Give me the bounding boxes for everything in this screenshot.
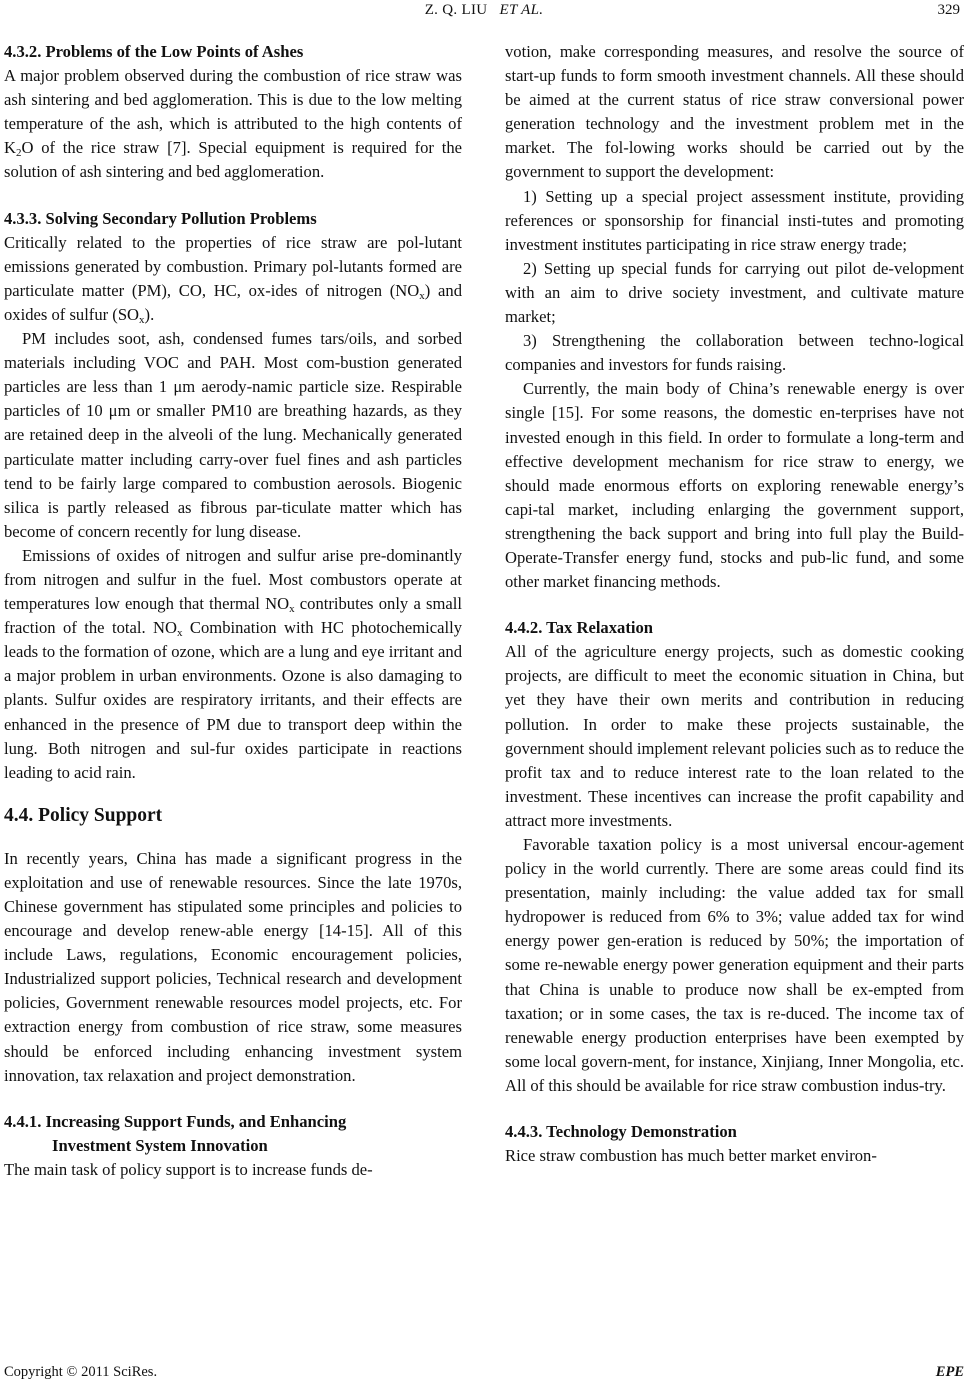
heading-4-4: 4.4. Policy Support: [4, 804, 163, 826]
list-item-3: 3) Strengthening the collaboration between techno-logical companies and investors for funds raising.: [505, 331, 964, 375]
subscript: x: [289, 603, 295, 616]
paragraph-main-task: The main task of policy support is to increase funds de-: [4, 1159, 373, 1179]
copyright-notice: Copyright © 2011 SciRes.: [4, 1364, 158, 1380]
heading-4-4-1: [4, 1110, 462, 1158]
heading-4-3-3: 4.3.3. Solving Secondary Pollution Problems: [4, 208, 317, 228]
right-column: [505, 40, 964, 1168]
running-header: [0, 2, 968, 24]
paragraph-taxation-policy: Favorable taxation policy is a most universal encour-agement policy in the world currently. There are some areas could find its presentation, mainly including: the value added tax for small hydropower is reduced from 6% to 3%; value added tax for wind energy power gen-eration is reduced by 50%; the importation of some re-newable energy power generation equipment and their parts that China is unable to produce now shall be ex-empted from taxation; or in some cases, the tax is re-duced. The income tax of renewable energy production enterprises have been exempted by some local govern-ment, for instance, Xinjiang, Inner Mongolia, etc. All of this should be available for rice straw combustion indus-try.: [505, 835, 964, 1095]
paragraph-text: contributes only a small fraction of the total. NO: [4, 594, 462, 638]
header-et-al: ET AL.: [499, 2, 544, 18]
left-column: [4, 40, 462, 1182]
paragraph-pm: PM includes soot, ash, condensed fumes tars/oils, and sorbed materials including VOC and PAH. Most com-bustion generated particles are less than 1 μm aerody-namic particle size. Respirable particles of 10 μm or smaller PM10 are breathing hazards, as they are retained deep in the alveoli of the lung. Mechanically generated particulate matter including carry-over fuel fines and ash particles tend to be fairly large compared to combustion aerosols. Biogenic silica is partly released as fibrous par-ticulate matter which has become of concern recently for lung disease.: [4, 329, 462, 541]
paragraph-pollutants: [4, 231, 462, 327]
page-number: 329: [937, 2, 960, 18]
paragraph-ash-sintering: [4, 64, 462, 184]
journal-abbrev: EPE: [935, 1364, 964, 1380]
paragraph-policy-support: In recently years, China has made a significant progress in the exploitation and use of renewable resources. Since the late 1970s, Chinese government has stipulated some principles and policies to encourage and develop renew-able energy [14-15]. All of this include Laws, regulations, Economic encouragement policies, Industrialized support policies, Technical research and development policies, Government renewable resources model projects, etc. For extraction energy from combustion of rice straw, some measures should be enforced including enhancing investment system innovation, tax relaxation and project demonstration.: [4, 848, 462, 1085]
subscript: x: [177, 627, 183, 640]
heading-4-4-2: 4.4.2. Tax Relaxation: [505, 618, 653, 638]
paragraph-market-environment: Rice straw combustion has much better market environ-: [505, 1146, 877, 1166]
paragraph-text: ).: [144, 304, 155, 324]
subscript: 2: [15, 147, 22, 160]
paragraph-text: Emissions of oxides of nitrogen and sulfur arise pre-dominantly from nitrogen and sulfur in the fuel. Most combustors operate at temperatures low enough that thermal NO: [4, 545, 462, 614]
running-title: [0, 2, 968, 19]
list-item-2: 2) Setting up special funds for carrying out pilot de-velopment with an aim to drive society investment, and cultivate mature market;: [505, 258, 964, 327]
paragraph-text: ) and oxides of sulfur (SO: [4, 280, 462, 324]
heading-4-3-2: 4.3.2. Problems of the Low Points of Ashes: [4, 42, 304, 61]
list-item-1: 1) Setting up a special project assessment institute, providing references or sponsorship for financial insti-tutes and promoting investment institutes participating in rice straw energy trade;: [505, 186, 964, 254]
heading-line: Investment System Innovation: [52, 1135, 268, 1155]
paragraph-text: Combination with HC photochemically leads to the formation of ozone, which are a lung and eye irritant and a major problem in urban environments. Ozone is also damaging to plants. Sulfur oxides are respiratory irritants, and their effects are enhanced in the presence of PM due to transport deep within the lung. Both nitrogen and sul-fur oxides participate in reactions leading to acid rain.: [4, 618, 463, 782]
subscript: x: [139, 313, 145, 326]
paragraph-text: Critically related to the properties of rice straw are pol-lutant emissions generated by combustion. Primary pol-lutants formed are particulate matter (PM), CO, HC, ox-ides of nitrogen (NO: [4, 232, 462, 300]
paragraph-text: O of the rice straw [7]. Special equipment is required for the solution of ash sintering and bed agglomeration.: [4, 138, 462, 182]
paragraph-nox-sox: [4, 544, 462, 785]
header-authors: Z. Q. LIU: [424, 2, 488, 18]
heading-4-4-3: 4.4.3. Technology Demonstration: [505, 1122, 737, 1142]
paragraph-devotion: votion, make corresponding measures, and resolve the source of start-up funds to form smooth investment channels. All these should be aimed at the current status of rice straw conversional power generation technology and the investment problem met in the market. The fol-lowing works should be carried out by the government to support the development:: [505, 42, 964, 182]
paragraph-text: A major problem observed during the combustion of rice straw was ash sintering and bed agglomeration. This is due to the low melting temperature of the ash, which is attributed to the high contents of K: [4, 66, 462, 158]
paragraph-agriculture-energy: All of the agriculture energy projects, such as domestic cooking projects, are difficult to meet the economic situation in China, but yet they have their own merits and contribution in reducing pollution. In order to make these projects sustainable, the government should implement relevant policies such as to reduce the profit tax and to reduce interest rate to the loan related to the investment. These incentives can increase the profit capability and attract more investments.: [505, 642, 964, 830]
page-footer: [4, 1364, 964, 1381]
paragraph-main-body: Currently, the main body of China’s renewable energy is over single [15]. For some reasons, the domestic en-terprises have not invested enough in this field. In order to formulate a long-term and effective development mechanism for rice straw to energy, we should made enormous efforts on exploring renewable energy’s capi-tal market, including enlarging the government support, strengthening the back support and bring into full play the Build-Operate-Transfer energy fund, stocks and pub-lic fund, and some other market financing methods.: [505, 379, 964, 592]
heading-line: 4.4.1. Increasing Support Funds, and Enhancing: [4, 1111, 347, 1131]
subscript: x: [419, 289, 425, 302]
